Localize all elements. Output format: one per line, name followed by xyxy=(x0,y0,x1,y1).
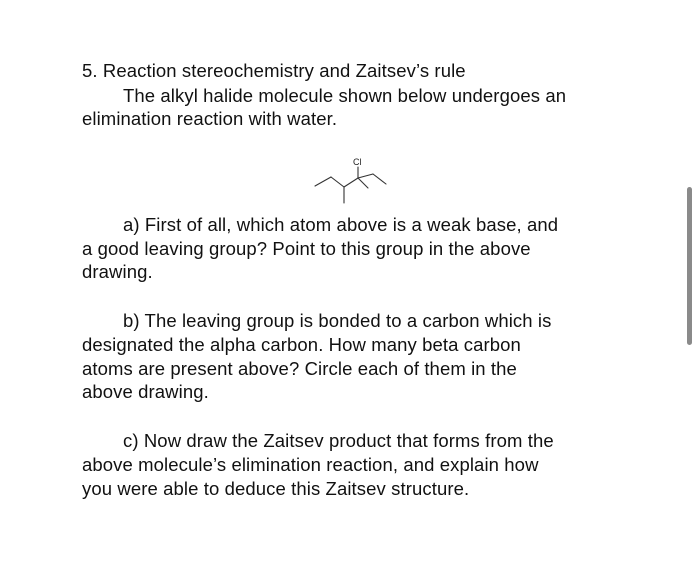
question-title: 5. Reaction stereochemistry and Zaitsev’s rule xyxy=(82,60,466,81)
bond-c5-c6 xyxy=(373,174,386,184)
part-b-line-2: designated the alpha carbon. How many beta carbon xyxy=(82,334,521,355)
vertical-scrollbar[interactable] xyxy=(687,187,692,345)
bond-c3-c4 xyxy=(344,178,358,187)
bond-c4-methyl xyxy=(358,178,368,188)
part-a-line-1: a) First of all, which atom above is a weak base, and xyxy=(123,214,559,235)
part-b-line-3: atoms are present above? Circle each of them in the xyxy=(82,358,517,379)
part-c-line-1: c) Now draw the Zaitsev product that forms from the xyxy=(123,430,554,451)
alkyl-halide-skeletal-structure xyxy=(300,148,400,218)
intro-line-2: elimination reaction with water. xyxy=(82,108,338,129)
intro-line-1: The alkyl halide molecule shown below undergoes an xyxy=(123,85,567,106)
part-c-line-3: you were able to deduce this Zaitsev structure. xyxy=(82,478,470,499)
part-b-line-4: above drawing. xyxy=(82,381,209,402)
chlorine-atom-label: Cl xyxy=(353,157,362,167)
bond-c4-c5 xyxy=(358,174,373,178)
part-a-line-3: drawing. xyxy=(82,261,153,282)
part-c-line-2: above molecule’s elimination reaction, and explain how xyxy=(82,454,539,475)
bond-c2-c3 xyxy=(331,177,344,187)
bond-c1-c2 xyxy=(315,177,331,186)
part-b-line-1: b) The leaving group is bonded to a carbon which is xyxy=(123,310,552,331)
part-a-line-2: a good leaving group? Point to this group in the above xyxy=(82,238,531,259)
